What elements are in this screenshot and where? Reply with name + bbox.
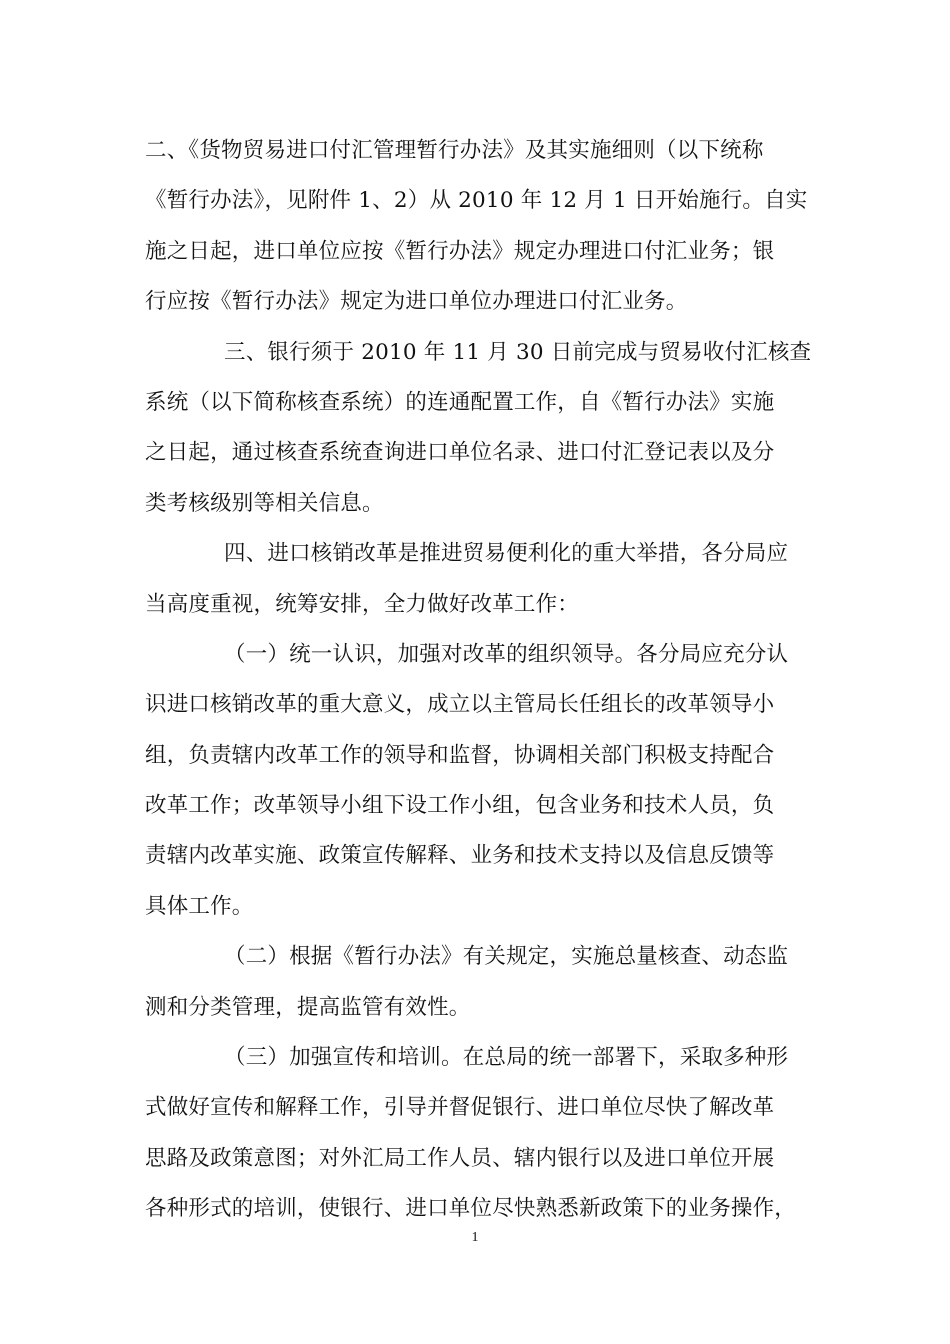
paragraph-3-line-3: 之日起，通过核查系统查询进口单位名录、进口付汇登记表以及分 [145,440,775,465]
subparagraph-3-line-4: 各种形式的培训，使银行、进口单位尽快熟悉新政策下的业务操作， [145,1196,797,1221]
paragraph-2-line-4: 行应按《暂行办法》规定为进口单位办理进口付汇业务。 [145,289,688,314]
paragraph-3-line-1: 三、银行须于 2010 年 11 月 30 日前完成与贸易收付汇核查 [224,340,812,365]
subparagraph-1-line-5: 责辖内改革实施、政策宣传解释、业务和技术支持以及信息反馈等 [145,843,775,868]
subparagraph-1-line-2: 识进口核销改革的重大意义，成立以主管局长任组长的改革领导小 [145,692,775,717]
subparagraph-1-line-6: 具体工作。 [145,894,254,919]
paragraph-2-line-1: 二、《货物贸易进口付汇管理暂行办法》及其实施细则（以下统称 [145,138,764,163]
subparagraph-3-line-1: （三）加强宣传和培训。在总局的统一部署下，采取多种形 [224,1045,789,1070]
subparagraph-1-line-4: 改革工作；改革领导小组下设工作小组，包含业务和技术人员，负 [145,793,775,818]
paragraph-3-line-2: 系统（以下简称核查系统）的连通配置工作，自《暂行办法》实施 [145,390,775,415]
subparagraph-3-line-2: 式做好宣传和解释工作，引导并督促银行、进口单位尽快了解改革 [145,1095,775,1120]
subparagraph-1-line-1: （一）统一认识，加强对改革的组织领导。各分局应充分认 [224,642,789,667]
page-number: 1 [471,1230,479,1245]
subparagraph-2-line-1: （二）根据《暂行办法》有关规定，实施总量核查、动态监 [224,944,789,969]
paragraph-2-line-2: 《暂行办法》，见附件 1、2）从 2010 年 12 月 1 日开始施行。自实 [145,188,808,213]
paragraph-4-line-2: 当高度重视，统筹安排，全力做好改革工作： [145,592,580,617]
subparagraph-2-line-2: 测和分类管理，提高监管有效性。 [145,995,471,1020]
paragraph-2-line-3: 施之日起，进口单位应按《暂行办法》规定办理进口付汇业务；银 [145,239,775,264]
subparagraph-1-line-3: 组，负责辖内改革工作的领导和监督，协调相关部门积极支持配合 [145,743,775,768]
paragraph-3-line-4: 类考核级别等相关信息。 [145,491,384,516]
subparagraph-3-line-3: 思路及政策意图；对外汇局工作人员、辖内银行以及进口单位开展 [145,1146,775,1171]
paragraph-4-line-1: 四、进口核销改革是推进贸易便利化的重大举措，各分局应 [224,541,789,566]
